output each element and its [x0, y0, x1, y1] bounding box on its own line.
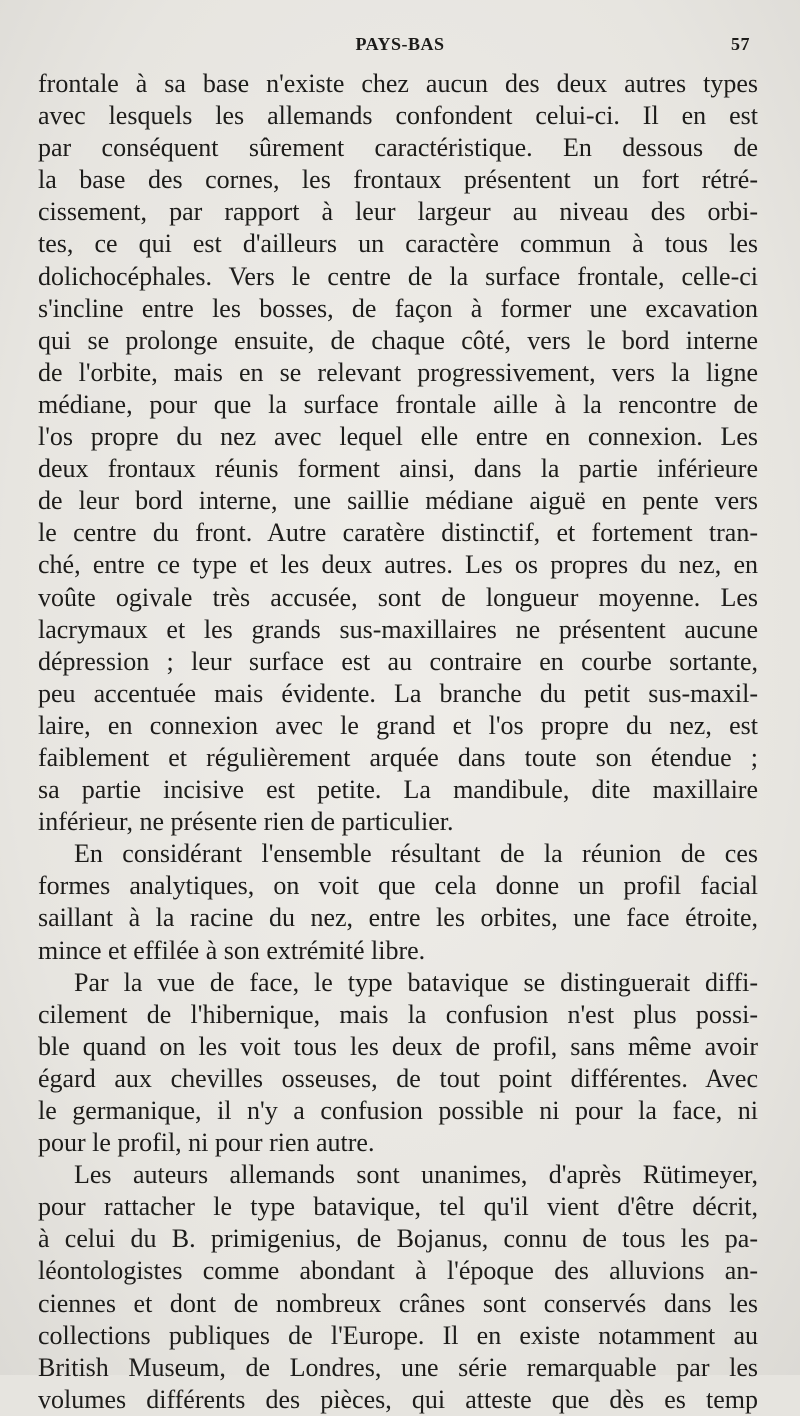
text-line: le germanique, il n'y a confusion possible ni pour la face, ni	[38, 1096, 758, 1125]
text-line: ché, entre ce type et les deux autres. Les os propres du nez, en	[38, 550, 758, 580]
paragraph	[38, 967, 758, 1160]
text-line: deux frontaux réunis forment ainsi, dans la partie inférieure	[38, 454, 758, 484]
text-line: qui se prolonge ensuite, de chaque côté, vers le bord interne	[38, 325, 758, 355]
text-line: peu accentuée mais évidente. La branche du petit sus-maxil-	[38, 678, 758, 708]
text-line: léontologistes comme abondant à l'époque des alluvions an-	[38, 1256, 758, 1286]
text-line: tes, ce qui est d'ailleurs un caractère commun à tous les	[38, 229, 758, 259]
text-line: mince et effilée à son extrémité libre.	[38, 935, 426, 965]
text-line: à celui du B. primigenius, de Bojanus, connu de tous les pa-	[38, 1224, 758, 1254]
paragraph	[38, 1159, 758, 1416]
text-line: collections publiques de l'Europe. Il en existe notamment au	[38, 1320, 758, 1350]
text-line: lacrymaux et les grands sus-maxillaires ne présentent aucune	[38, 614, 758, 644]
text-line: frontale à sa base n'existe chez aucun des deux autres types	[38, 69, 758, 98]
text-line: s'incline entre les bosses, de façon à former une excavation	[38, 293, 758, 323]
text-line: formes analytiques, on voit que cela donne un profil facial	[38, 871, 758, 901]
text-line: dolichocéphales. Vers le centre de la surface frontale, celle-ci	[38, 261, 758, 291]
text-line: Par la vue de face, le type batavique se distinguerait diffi-	[74, 967, 758, 997]
page-number: 57	[731, 34, 750, 54]
text-line: dépression ; leur surface est au contraire en courbe sortante,	[38, 646, 758, 676]
page-header	[0, 34, 800, 58]
text-line: cissement, par rapport à leur largeur au niveau des orbi-	[38, 197, 758, 227]
text-line: faiblement et régulièrement arquée dans toute son étendue ;	[38, 742, 758, 772]
text-line: laire, en connexion avec le grand et l'os propre du nez, est	[38, 710, 758, 740]
text-line: de leur bord interne, une saillie médiane aiguë en pente vers	[38, 486, 758, 516]
text-line: pour rattacher le type batavique, tel qu'il vient d'être décrit,	[38, 1192, 758, 1222]
text-line: inférieur, ne présente rien de particulier.	[38, 807, 454, 837]
text-line: égard aux chevilles osseuses, de tout point différentes. Avec	[38, 1063, 758, 1093]
text-line: la base des cornes, les frontaux présentent un fort rétré-	[38, 165, 758, 195]
body-text	[38, 68, 758, 1416]
text-line: British Museum, de Londres, une série remarquable par les	[38, 1352, 758, 1382]
text-line: l'os propre du nez avec lequel elle entre en connexion. Les	[38, 422, 758, 452]
text-line: pour le profil, ni pour rien autre.	[38, 1128, 375, 1158]
paragraph	[38, 68, 758, 838]
text-line: cilement de l'hibernique, mais la confusion n'est plus possi-	[38, 999, 758, 1029]
text-line: ble quand on les voit tous les deux de profil, sans même avoir	[38, 1031, 758, 1061]
text-line: ciennes et dont de nombreux crânes sont conservés dans les	[38, 1288, 758, 1318]
text-line: de l'orbite, mais en se relevant progressivement, vers la ligne	[38, 357, 758, 387]
text-line: le centre du front. Autre caratère distinctif, et fortement tran-	[38, 518, 758, 548]
running-title: PAYS-BAS	[355, 34, 445, 54]
text-line: volumes différents des pièces, qui atteste que dès es temp	[38, 1384, 758, 1414]
text-line: par conséquent sûrement caractéristique. En dessous de	[38, 133, 758, 163]
text-line: Les auteurs allemands sont unanimes, d'après Rütimeyer,	[74, 1160, 758, 1190]
text-line: En considérant l'ensemble résultant de la réunion de ces	[74, 839, 758, 869]
paragraph	[38, 838, 758, 966]
text-line: saillant à la racine du nez, entre les orbites, une face étroite,	[38, 903, 758, 933]
text-line: médiane, pour que la surface frontale aille à la rencontre de	[38, 389, 758, 419]
text-line: avec lesquels les allemands confondent celui-ci. Il en est	[38, 101, 758, 131]
text-line: sa partie incisive est petite. La mandibule, dite maxillaire	[38, 775, 758, 805]
text-line: voûte ogivale très accusée, sont de longueur moyenne. Les	[38, 582, 758, 612]
